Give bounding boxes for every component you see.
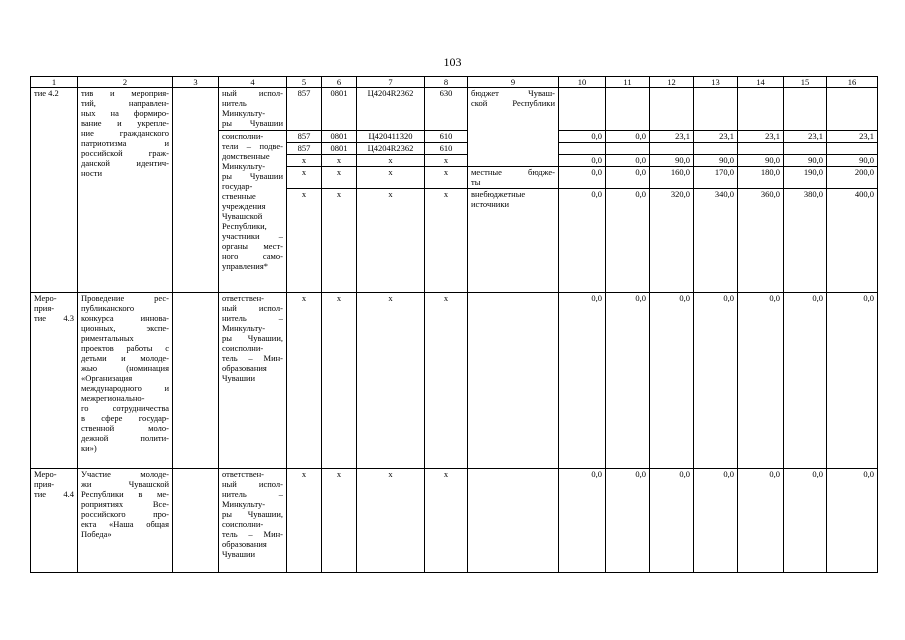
event-description-cell xyxy=(78,469,173,573)
cell-line: государ- xyxy=(222,181,253,191)
cell-line: Проведение рес- xyxy=(81,293,169,303)
cell-line: жью (номинация xyxy=(81,363,169,373)
section-cell: x xyxy=(322,293,357,469)
year-value-cell: 23,1 xyxy=(694,131,738,143)
year-value-cell xyxy=(827,88,878,131)
year-value-cell: 400,0 xyxy=(827,189,878,293)
program-cell xyxy=(173,293,219,469)
cell-line: местные бюдже- xyxy=(471,167,555,177)
target-article-cell: x xyxy=(357,469,425,573)
cell-line: ответствен- xyxy=(222,293,265,303)
year-value-cell xyxy=(694,143,738,155)
year-value-cell xyxy=(650,88,694,131)
target-article-cell: x xyxy=(357,293,425,469)
section-cell: x xyxy=(322,167,357,189)
year-value-cell xyxy=(738,143,784,155)
year-value-cell: 0,0 xyxy=(559,155,606,167)
cell-line: тель – Мин- xyxy=(222,529,283,539)
cell-line: ных на формиро- xyxy=(81,108,169,118)
funding-source-cell xyxy=(468,293,559,469)
year-value-cell: 0,0 xyxy=(606,155,650,167)
funding-source-cell xyxy=(468,189,559,293)
year-value-cell: 360,0 xyxy=(738,189,784,293)
cell-line: публиканского xyxy=(81,303,135,313)
year-value-cell: 90,0 xyxy=(827,155,878,167)
cell-line: Чувашии xyxy=(222,373,256,383)
year-value-cell: 340,0 xyxy=(694,189,738,293)
cell-line: соисполни- xyxy=(222,131,264,141)
cell-line: ности xyxy=(81,168,103,178)
cell-line: Меро- xyxy=(34,469,57,479)
event-description-cell xyxy=(78,293,173,469)
grbs-cell: x xyxy=(287,469,322,573)
cell-line: вание и укрепле- xyxy=(81,118,169,128)
expense-type-cell: 630 xyxy=(425,88,468,131)
cell-line: образования xyxy=(222,539,267,549)
grbs-cell: x xyxy=(287,167,322,189)
target-article-cell: x xyxy=(357,155,425,167)
event-number-cell xyxy=(31,469,78,573)
cell-line: проектов работы с xyxy=(81,343,169,353)
cell-line: ры Чувашии xyxy=(222,118,283,128)
column-header: 2 xyxy=(78,77,173,88)
expense-type-cell: 610 xyxy=(425,131,468,143)
year-value-cell: 0,0 xyxy=(784,469,827,573)
cell-line: российской граж- xyxy=(81,148,169,158)
column-header: 11 xyxy=(606,77,650,88)
cell-line: екта «Наша общая xyxy=(81,519,169,529)
year-value-cell xyxy=(559,143,606,155)
cell-line: Республики, xyxy=(222,221,267,231)
cell-line: международного и xyxy=(81,383,169,393)
cell-line: ответствен- xyxy=(222,469,265,479)
table-row xyxy=(31,469,878,573)
column-header: 4 xyxy=(219,77,287,88)
year-value-cell: 0,0 xyxy=(784,293,827,469)
cell-line: роприятиях Все- xyxy=(81,499,169,509)
year-value-cell: 0,0 xyxy=(559,167,606,189)
year-value-cell: 0,0 xyxy=(606,167,650,189)
year-value-cell: 90,0 xyxy=(650,155,694,167)
target-article-cell: Ц4204R2362 xyxy=(357,88,425,131)
year-value-cell: 0,0 xyxy=(650,293,694,469)
cell-line: ты xyxy=(471,177,481,187)
grbs-cell: 857 xyxy=(287,88,322,131)
year-value-cell xyxy=(606,88,650,131)
year-value-cell: 23,1 xyxy=(827,131,878,143)
cell-line: участники – xyxy=(222,231,283,241)
year-value-cell: 200,0 xyxy=(827,167,878,189)
cell-line: тель – Мин- xyxy=(222,353,283,363)
cell-line: образования xyxy=(222,363,267,373)
cell-line: российского про- xyxy=(81,509,169,519)
cell-line: тив и мероприя- xyxy=(81,88,169,98)
section-cell: x xyxy=(322,155,357,167)
year-value-cell: 0,0 xyxy=(559,131,606,143)
expense-type-cell: 610 xyxy=(425,143,468,155)
column-header: 14 xyxy=(738,77,784,88)
year-value-cell: 190,0 xyxy=(784,167,827,189)
cell-line: детьми и молоде- xyxy=(81,353,169,363)
cell-line: «Организация xyxy=(81,373,133,383)
cell-line: тели – подве- xyxy=(222,141,283,151)
cell-line: тие 4.3 xyxy=(34,313,74,323)
year-value-cell: 23,1 xyxy=(738,131,784,143)
column-header: 7 xyxy=(357,77,425,88)
expense-type-cell: x xyxy=(425,167,468,189)
table-row xyxy=(31,88,878,131)
cell-line: ры Чувашии, xyxy=(222,509,283,519)
year-value-cell xyxy=(784,143,827,155)
grbs-cell: 857 xyxy=(287,143,322,155)
cell-line: Победа» xyxy=(81,529,112,539)
program-cell xyxy=(173,469,219,573)
event-number-cell xyxy=(31,293,78,469)
year-value-cell: 23,1 xyxy=(650,131,694,143)
cell-line: ственные xyxy=(222,191,256,201)
cell-line: ного само- xyxy=(222,251,283,261)
year-value-cell: 90,0 xyxy=(784,155,827,167)
column-header: 6 xyxy=(322,77,357,88)
year-value-cell xyxy=(559,88,606,131)
column-header: 12 xyxy=(650,77,694,88)
cell-line: тий, направлен- xyxy=(81,98,169,108)
executor-cell xyxy=(219,88,287,131)
column-header: 16 xyxy=(827,77,878,88)
column-header: 13 xyxy=(694,77,738,88)
executor-cell xyxy=(219,131,287,293)
page-number: 103 xyxy=(443,55,462,69)
cell-line: Чувашии xyxy=(222,549,256,559)
expense-type-cell: x xyxy=(425,155,468,167)
year-value-cell: 180,0 xyxy=(738,167,784,189)
executor-cell xyxy=(219,293,287,469)
cell-line: домственные xyxy=(222,151,270,161)
expense-type-cell: x xyxy=(425,189,468,293)
section-cell: x xyxy=(322,189,357,293)
table-header-row xyxy=(31,77,878,88)
column-header: 1 xyxy=(31,77,78,88)
cell-line: в сфере государ- xyxy=(81,413,169,423)
year-value-cell: 380,0 xyxy=(784,189,827,293)
cell-line: жи Чувашской xyxy=(81,479,169,489)
cell-line: Минкульту- xyxy=(222,108,266,118)
year-value-cell: 0,0 xyxy=(827,469,878,573)
executor-cell xyxy=(219,469,287,573)
year-value-cell: 0,0 xyxy=(606,469,650,573)
grbs-cell: x xyxy=(287,155,322,167)
cell-line: ный испол- xyxy=(222,479,283,489)
cell-line: соисполни- xyxy=(222,343,264,353)
year-value-cell: 0,0 xyxy=(606,189,650,293)
funding-source-cell xyxy=(468,469,559,573)
cell-line: Участие молоде- xyxy=(81,469,169,479)
column-header: 9 xyxy=(468,77,559,88)
cell-line: Минкульту- xyxy=(222,499,266,509)
year-value-cell xyxy=(827,143,878,155)
cell-line: внебюджетные xyxy=(471,189,526,199)
column-header: 5 xyxy=(287,77,322,88)
year-value-cell: 170,0 xyxy=(694,167,738,189)
grbs-cell: 857 xyxy=(287,131,322,143)
target-article-cell: Ц420411320 xyxy=(357,131,425,143)
cell-line: нитель xyxy=(222,98,247,108)
year-value-cell: 23,1 xyxy=(784,131,827,143)
cell-line: Минкульту- xyxy=(222,323,266,333)
year-value-cell: 0,0 xyxy=(606,131,650,143)
year-value-cell: 0,0 xyxy=(738,469,784,573)
cell-line: источники xyxy=(471,199,510,209)
cell-line: ный испол- xyxy=(222,303,283,313)
cell-line: ры Чувашии, xyxy=(222,333,283,343)
year-value-cell xyxy=(738,88,784,131)
column-header: 3 xyxy=(173,77,219,88)
cell-line: ние гражданского xyxy=(81,128,169,138)
cell-line: риментальных xyxy=(81,333,134,343)
cell-line: дежной полити- xyxy=(81,433,169,443)
cell-line: бюджет Чуваш- xyxy=(471,88,555,98)
expense-type-cell: x xyxy=(425,293,468,469)
funding-source-cell xyxy=(468,88,559,167)
cell-line: патриотизма и xyxy=(81,138,169,148)
year-value-cell: 0,0 xyxy=(559,293,606,469)
cell-line: Меро- xyxy=(34,293,57,303)
cell-line: ный испол- xyxy=(222,88,283,98)
event-number-cell: тие 4.2 xyxy=(31,88,78,293)
column-header: 10 xyxy=(559,77,606,88)
year-value-cell: 0,0 xyxy=(738,293,784,469)
cell-line: Республики в ме- xyxy=(81,489,169,499)
budget-table xyxy=(30,76,878,573)
year-value-cell: 0,0 xyxy=(650,469,694,573)
cell-line: органы мест- xyxy=(222,241,283,251)
cell-line: Чувашской xyxy=(222,211,263,221)
cell-line: межрегионально- xyxy=(81,393,145,403)
cell-line: Минкульту- xyxy=(222,161,266,171)
section-cell: 0801 xyxy=(322,88,357,131)
cell-line: нитель – xyxy=(222,489,283,499)
section-cell: x xyxy=(322,469,357,573)
cell-line: ционных, экспе- xyxy=(81,323,169,333)
year-value-cell: 90,0 xyxy=(738,155,784,167)
target-article-cell: Ц4204R2362 xyxy=(357,143,425,155)
year-value-cell: 0,0 xyxy=(559,189,606,293)
cell-line: тие 4.4 xyxy=(34,489,74,499)
year-value-cell xyxy=(784,88,827,131)
cell-line: учреждения xyxy=(222,201,266,211)
target-article-cell: x xyxy=(357,189,425,293)
expense-type-cell: x xyxy=(425,469,468,573)
grbs-cell: x xyxy=(287,189,322,293)
year-value-cell xyxy=(606,143,650,155)
cell-line: конкурса иннова- xyxy=(81,313,169,323)
section-cell: 0801 xyxy=(322,143,357,155)
column-header: 8 xyxy=(425,77,468,88)
year-value-cell: 90,0 xyxy=(694,155,738,167)
cell-line: го сотрудничества xyxy=(81,403,169,413)
column-header: 15 xyxy=(784,77,827,88)
cell-line: ской Республики xyxy=(471,98,555,108)
grbs-cell: x xyxy=(287,293,322,469)
section-cell: 0801 xyxy=(322,131,357,143)
cell-line: ки») xyxy=(81,443,97,453)
year-value-cell: 0,0 xyxy=(559,469,606,573)
year-value-cell xyxy=(694,88,738,131)
target-article-cell: x xyxy=(357,167,425,189)
funding-source-cell xyxy=(468,167,559,189)
cell-line: управления* xyxy=(222,261,268,271)
cell-line: прия- xyxy=(34,303,55,313)
year-value-cell: 0,0 xyxy=(694,469,738,573)
cell-line: прия- xyxy=(34,479,55,489)
cell-line: соисполни- xyxy=(222,519,264,529)
year-value-cell: 0,0 xyxy=(606,293,650,469)
year-value-cell: 0,0 xyxy=(694,293,738,469)
event-description-cell xyxy=(78,88,173,293)
year-value-cell: 0,0 xyxy=(827,293,878,469)
cell-line: ры Чувашии xyxy=(222,171,283,181)
year-value-cell: 320,0 xyxy=(650,189,694,293)
year-value-cell xyxy=(650,143,694,155)
program-cell xyxy=(173,88,219,293)
year-value-cell: 160,0 xyxy=(650,167,694,189)
cell-line: данской идентич- xyxy=(81,158,169,168)
cell-line: ственной моло- xyxy=(81,423,169,433)
cell-line: нитель – xyxy=(222,313,283,323)
table-row xyxy=(31,293,878,469)
